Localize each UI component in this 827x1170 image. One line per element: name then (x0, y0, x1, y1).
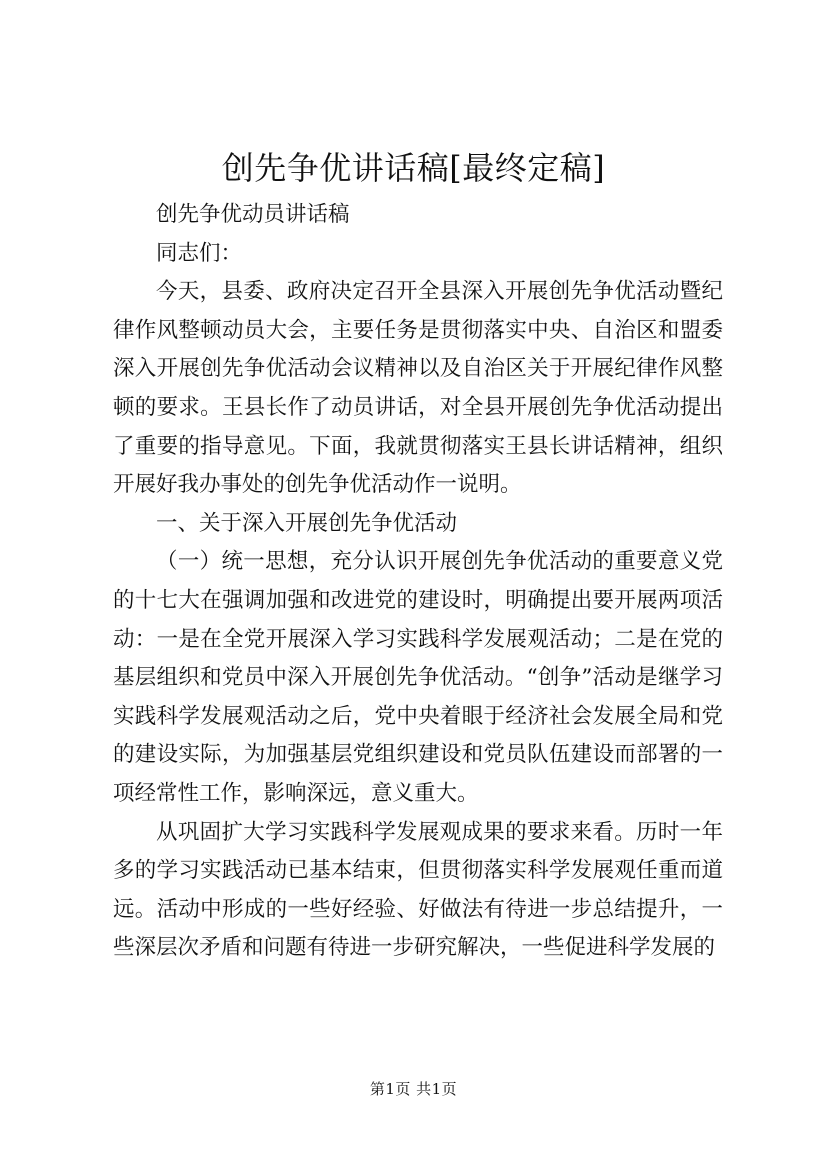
document-body (113, 196, 723, 968)
salutation-paragraph: 同志们： (156, 240, 243, 266)
body-paragraph: （一）统一思想，充分认识开展创先争优活动的重要意义党的十七大在强调加强和改进党的建设时，明确提出要开展两项活动：一是在全党开展深入学习实践科学发展观活动；二是在党的基层组织和党员中深入开展创先争优活动。“创争”活动是继学习实践科学发展观活动之后，党中央着眼于经济社会发展全局和党的建设实际，为加强基层党组织建设和党员队伍建设而部署的一项经常性工作，影响深远，意义重大。 (113, 549, 723, 806)
body-paragraph: 从巩固扩大学习实践科学发展观成果的要求来看。历时一年多的学习实践活动已基本结束，但贯彻落实科学发展观任重而道远。活动中形成的一些好经验、好做法有待进一步总结提升，一些深层次矛盾和问题有待进一步研究解决，一些促进科学发展的 (113, 819, 723, 961)
page-footer: 第1页 共1页 (369, 1080, 458, 1098)
subtitle-paragraph: 创先争优动员讲话稿 (156, 202, 350, 227)
section-heading: 一、关于深入开展创先争优活动 (156, 510, 458, 536)
document-title: 创先争优讲话稿[最终定稿] (221, 149, 606, 187)
body-paragraph: 今天，县委、政府决定召开全县深入开展创先争优活动暨纪律作风整顿动员大会，主要任务是贯彻落实中央、自治区和盟委深入开展创先争优活动会议精神以及自治区关于开展纪律作风整顿的要求。王县长作了动员讲话，对全县开展创先争优活动提出了重要的指导意见。下面，我就贯彻落实王县长讲话精神，组织开展好我办事处的创先争优活动作一说明。 (113, 279, 723, 498)
